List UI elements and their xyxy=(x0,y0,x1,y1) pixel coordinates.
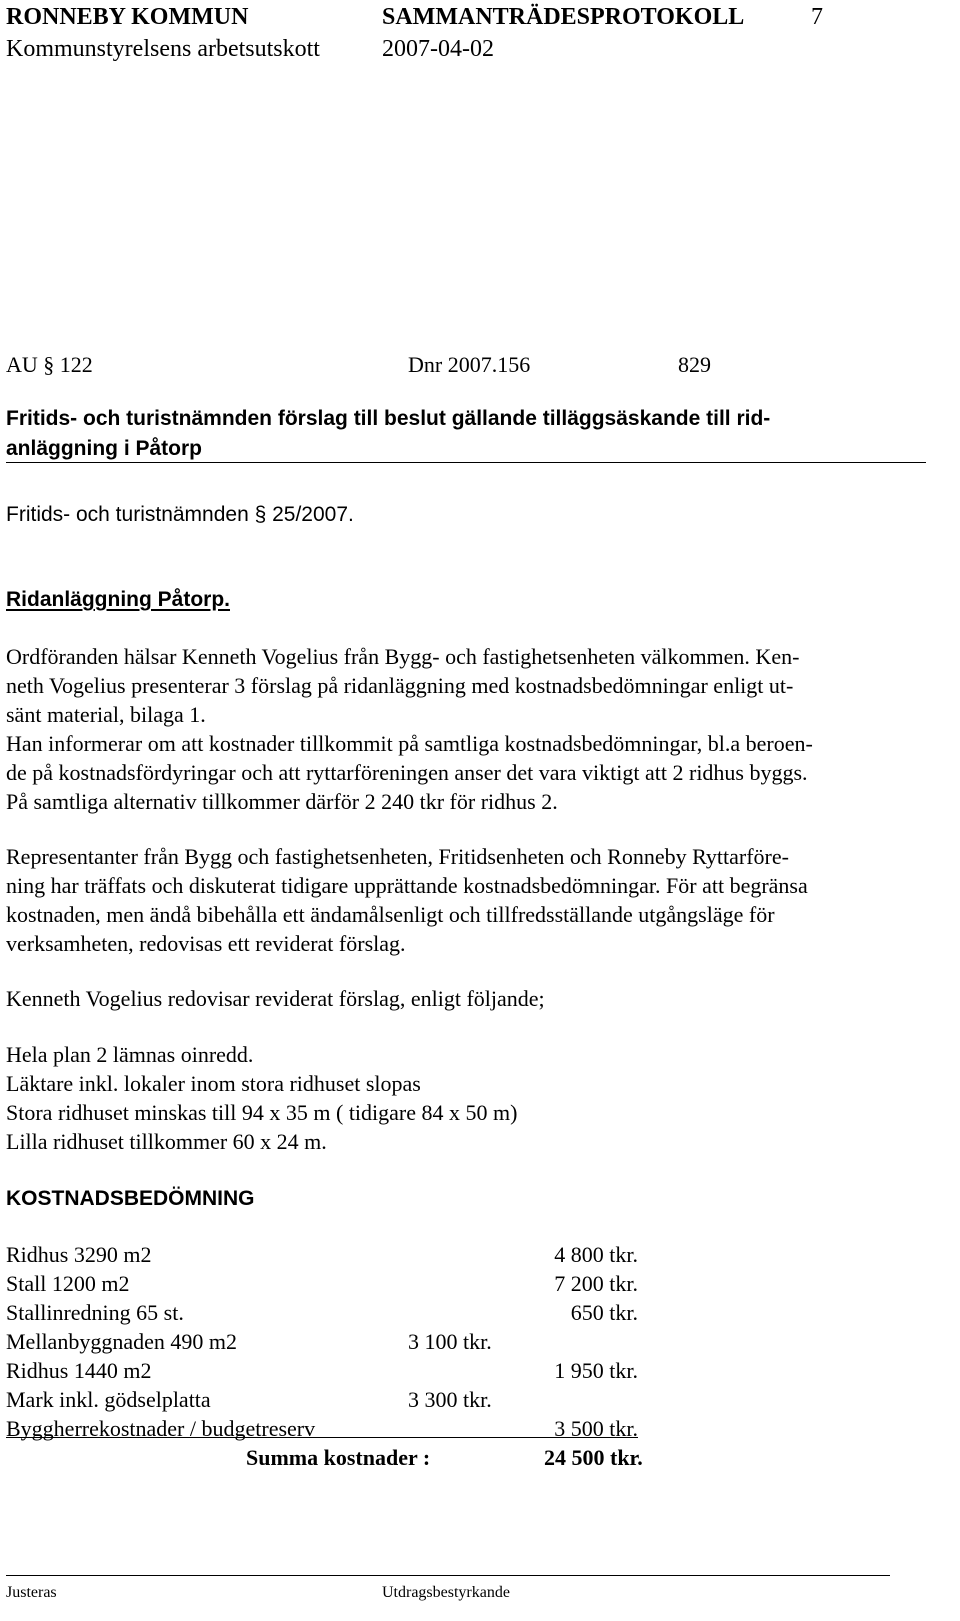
section-number: AU § 122 xyxy=(6,352,93,377)
cost-label: Stallinredning 65 st. xyxy=(6,1300,184,1325)
cost-amount: 7 200 tkr. xyxy=(554,1271,638,1296)
meeting-date: 2007-04-02 xyxy=(382,36,494,62)
cost-amount: 650 tkr. xyxy=(570,1300,638,1325)
paragraph-representatives xyxy=(6,842,926,958)
diary-number: Dnr 2007.156 xyxy=(408,352,531,377)
paragraph-line: sänt material, bilaga 1. xyxy=(6,702,206,727)
case-title-line-1: Fritids- och turistnämnden förslag till beslut gällande tilläggsäskande till rid- xyxy=(6,407,771,430)
paragraph-presentation xyxy=(6,642,926,816)
cost-row xyxy=(6,1356,706,1385)
cost-amount: 4 800 tkr. xyxy=(554,1242,638,1267)
document-type: SAMMANTRÄDESPROTOKOLL xyxy=(382,4,745,30)
paragraph-line: ning har träffats och diskuterat tidigare upprättande kostnadsbedömningar. För att begränsa xyxy=(6,873,808,898)
cost-row xyxy=(6,1269,706,1298)
cost-label: Stall 1200 m2 xyxy=(6,1271,130,1296)
cost-subtotal: 3 300 tkr. xyxy=(408,1387,492,1412)
title-divider xyxy=(6,462,926,463)
cost-row xyxy=(6,1414,706,1443)
paragraph-line: de på kostnadsfördyringar och att ryttarföreningen anser det vara viktigt att 2 ridhus byggs. xyxy=(6,760,808,785)
footer-justeras: Justeras xyxy=(6,1584,57,1601)
paragraph-line: Han informerar om att kostnader tillkommit på samtliga kostnadsbedömningar, bl.a beroen- xyxy=(6,731,813,756)
plan-item: Hela plan 2 lämnas oinredd. xyxy=(6,1042,254,1067)
footer-divider xyxy=(6,1575,890,1576)
paragraph-line: neth Vogelius presenterar 3 förslag på ridanläggning med kostnadsbedömningar enligt ut- xyxy=(6,673,794,698)
cost-table-underline xyxy=(6,1437,638,1438)
cost-label: Ridhus 3290 m2 xyxy=(6,1242,152,1267)
paragraph-line: På samtliga alternativ tillkommer därför 2 240 tkr för ridhus 2. xyxy=(6,789,558,814)
total-value: 24 500 tkr. xyxy=(544,1445,643,1470)
cost-label: Mark inkl. gödselplatta xyxy=(6,1387,211,1412)
cost-row xyxy=(6,1298,706,1327)
paragraph-line: kostnaden, men ändå bibehålla ett ändamålsenligt och tillfredsställande utgångsläge för xyxy=(6,902,775,927)
plan-item: Läktare inkl. lokaler inom stora ridhuset slopas xyxy=(6,1071,421,1096)
municipality-name: RONNEBY KOMMUN xyxy=(6,4,249,30)
cost-heading: KOSTNADSBEDÖMNING xyxy=(6,1187,255,1210)
cost-row xyxy=(6,1327,706,1356)
paragraph-line: verksamheten, redovisas ett reviderat förslag. xyxy=(6,931,406,956)
cost-label: Mellanbyggnaden 490 m2 xyxy=(6,1329,237,1354)
footer-utdragsbestyrkande: Utdragsbestyrkande xyxy=(382,1584,510,1601)
committee-name: Kommunstyrelsens arbetsutskott xyxy=(6,36,320,62)
plan-list xyxy=(6,1040,926,1156)
cost-amount: 1 950 tkr. xyxy=(554,1358,638,1383)
case-title-line-2: anläggning i Påtorp xyxy=(6,437,203,460)
total-label: Summa kostnader : xyxy=(246,1445,431,1470)
cost-amount: 3 500 tkr. xyxy=(554,1416,638,1441)
archive-code: 829 xyxy=(678,352,711,377)
cost-subtotal: 3 100 tkr. xyxy=(408,1329,492,1354)
reference-line: Fritids- och turistnämnden § 25/2007. xyxy=(6,503,354,526)
cost-row xyxy=(6,1385,706,1414)
paragraph-line: Ordföranden hälsar Kenneth Vogelius från Bygg- och fastighetsenheten välkommen. Ken- xyxy=(6,644,800,669)
plan-item: Stora ridhuset minskas till 94 x 35 m ( tidigare 84 x 50 m) xyxy=(6,1100,518,1125)
cost-label: Byggherrekostnader / budgetreserv xyxy=(6,1416,316,1441)
cost-label: Ridhus 1440 m2 xyxy=(6,1358,152,1383)
paragraph-revised-proposal: Kenneth Vogelius redovisar reviderat förslag, enligt följande; xyxy=(6,986,545,1011)
paragraph-line: Representanter från Bygg och fastighetsenheten, Fritidsenheten och Ronneby Ryttarföre- xyxy=(6,844,789,869)
cost-row xyxy=(6,1240,706,1269)
page-number: 7 xyxy=(811,4,823,30)
subheading: Ridanläggning Påtorp. xyxy=(6,588,230,611)
plan-item: Lilla ridhuset tillkommer 60 x 24 m. xyxy=(6,1129,327,1154)
